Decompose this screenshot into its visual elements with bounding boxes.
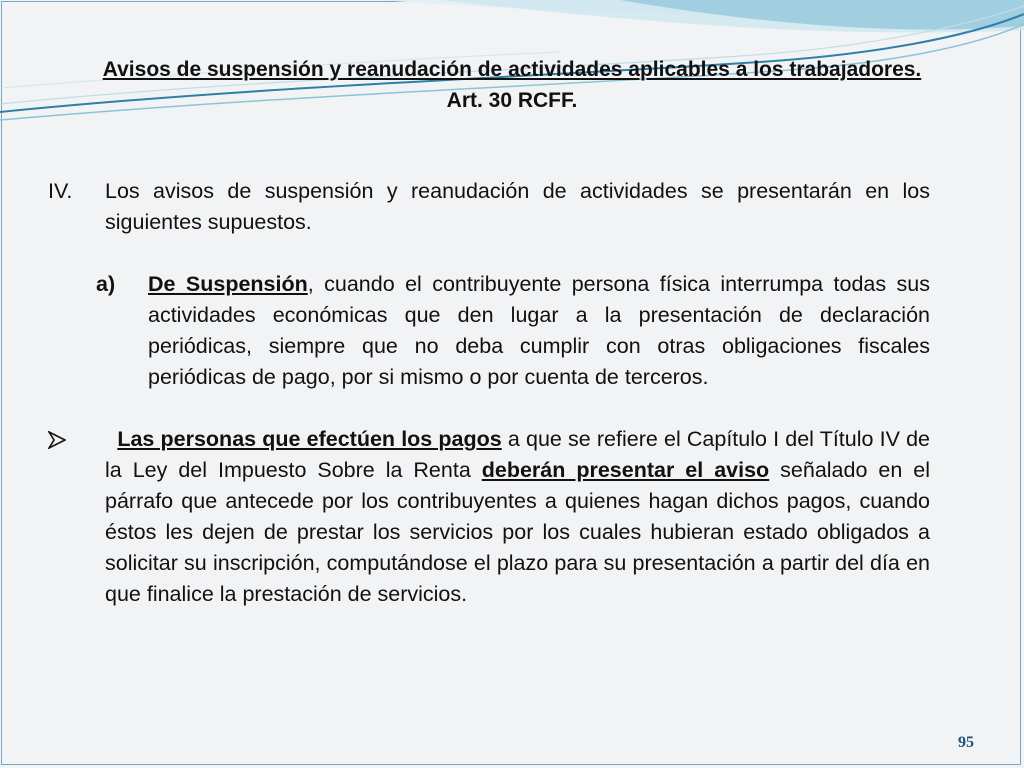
slide-title-block <box>60 54 964 116</box>
bullet-body <box>105 424 930 610</box>
bullet-marker <box>48 424 105 610</box>
item-a-body <box>148 269 930 393</box>
bullet-text-1: a que se refiere el Capítulo I del Título IV de la Ley del Impuesto Sobre la Renta <box>105 427 930 482</box>
slide-title: Avisos de suspensión y reanudación de actividades aplicables a los trabajadores. <box>102 58 922 81</box>
section-iv-marker: IV. <box>48 179 73 203</box>
section-iv-text: Los avisos de suspensión y reanudación de actividades se presentarán en los siguientes supuestos. <box>105 179 930 234</box>
slide-content <box>48 176 930 610</box>
page-number: 95 <box>958 734 974 751</box>
arrow-bullet-icon <box>48 431 66 449</box>
item-a-marker: a) <box>96 272 116 296</box>
section-iv <box>48 176 930 238</box>
bullet-paragraph <box>48 424 930 610</box>
bullet-text-2: señalado en el párrafo que antecede por los contribuyentes a quienes hagan dichos pagos, cuando éstos les dejen de prestar los servicios por los cuales hubieran estado obligados a solicitar su inscripción, computándose el plazo para su presentación a partir del día en que finalice la prestación de servicios. <box>105 458 930 606</box>
article-reference: Art. 30 RCFF. <box>446 89 578 112</box>
item-a-text: , cuando el contribuyente persona física interrumpa todas sus actividades económicas que den lugar a la presentación de declaración periódicas, siempre que no deba cumplir con otras obligaciones fiscales periódicas de pago, por si mismo o por cuenta de terceros. <box>148 272 931 389</box>
item-a <box>96 269 930 393</box>
bullet-lead: Las personas que efectúen los pagos <box>117 427 502 451</box>
bullet-emphasis: deberán presentar el aviso <box>481 458 770 482</box>
item-a-heading: De Suspensión <box>148 272 308 296</box>
